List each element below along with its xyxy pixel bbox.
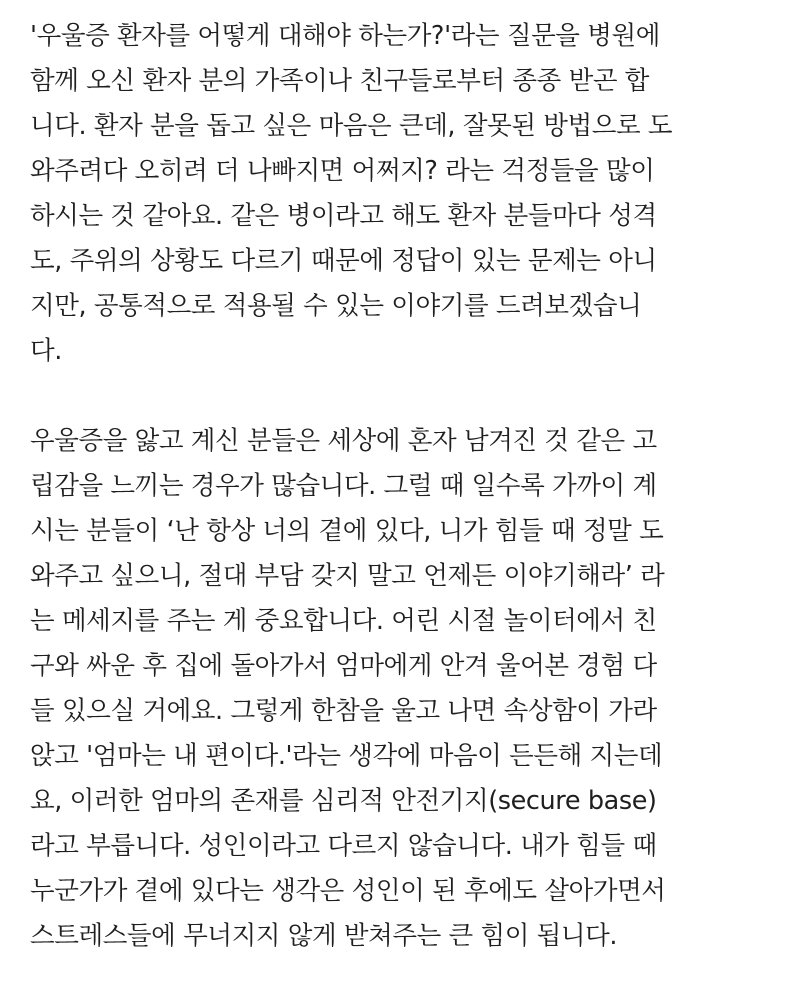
paragraph-line: 립감을 느끼는 경우가 많습니다. 그럴 때 일수록 가까이 계 — [30, 471, 657, 501]
paragraph-line: 요, 이러한 엄마의 존재를 심리적 안전기지(secure base) — [30, 786, 657, 816]
paragraph-line: 와주려다 오히려 더 나빠지면 어쩌지? 라는 걱정들을 많이 — [30, 156, 655, 186]
paragraph-line: 시는 분들이 ‘난 항상 너의 곁에 있다, 니가 힘들 때 정말 도 — [30, 516, 664, 546]
paragraph-2 — [30, 419, 770, 959]
paragraph-line: 니다. 환자 분을 돕고 싶은 마음은 큰데, 잘못된 방법으로 도 — [30, 111, 673, 141]
paragraph-line: 다. — [30, 336, 62, 366]
paragraph-line: 구와 싸운 후 집에 돌아가서 엄마에게 안겨 울어본 경험 다 — [30, 651, 657, 681]
paragraph-line: 누군가가 곁에 있다는 생각은 성인이 된 후에도 살아가면서 — [30, 876, 666, 906]
paragraph-spacer — [30, 374, 770, 419]
paragraph-line: 앉고 '엄마는 내 편이다.'라는 생각에 마음이 든든해 지는데 — [30, 741, 663, 771]
paragraph-line: 지만, 공통적으로 적용될 수 있는 이야기를 드려보겠습니 — [30, 291, 642, 321]
paragraph-line: 함께 오신 환자 분의 가족이나 친구들로부터 종종 받곤 합 — [30, 66, 650, 96]
paragraph-line: 라고 부릅니다. 성인이라고 다르지 않습니다. 내가 힘들 때 — [30, 831, 657, 861]
paragraph-line: 스트레스들에 무너지지 않게 받쳐주는 큰 힘이 됩니다. — [30, 921, 618, 951]
paragraph-line: 들 있으실 거에요. 그렇게 한참을 울고 나면 속상함이 가라 — [30, 696, 657, 726]
paragraph-1 — [30, 14, 770, 374]
paragraph-line: 하시는 것 같아요. 같은 병이라고 해도 환자 분들마다 성격 — [30, 201, 657, 231]
paragraph-line: 우울증을 앓고 계신 분들은 세상에 혼자 남겨진 것 같은 고 — [30, 426, 657, 456]
paragraph-line: 와주고 싶으니, 절대 부담 갖지 말고 언제든 이야기해라’ 라 — [30, 561, 665, 591]
paragraph-line: 는 메세지를 주는 게 중요합니다. 어린 시절 놀이터에서 친 — [30, 606, 657, 636]
paragraph-line: 도, 주위의 상황도 다르기 때문에 정답이 있는 문제는 아니 — [30, 246, 657, 276]
paragraph-line: '우울증 환자를 어떻게 대해야 하는가?'라는 질문을 병원에 — [30, 21, 660, 51]
